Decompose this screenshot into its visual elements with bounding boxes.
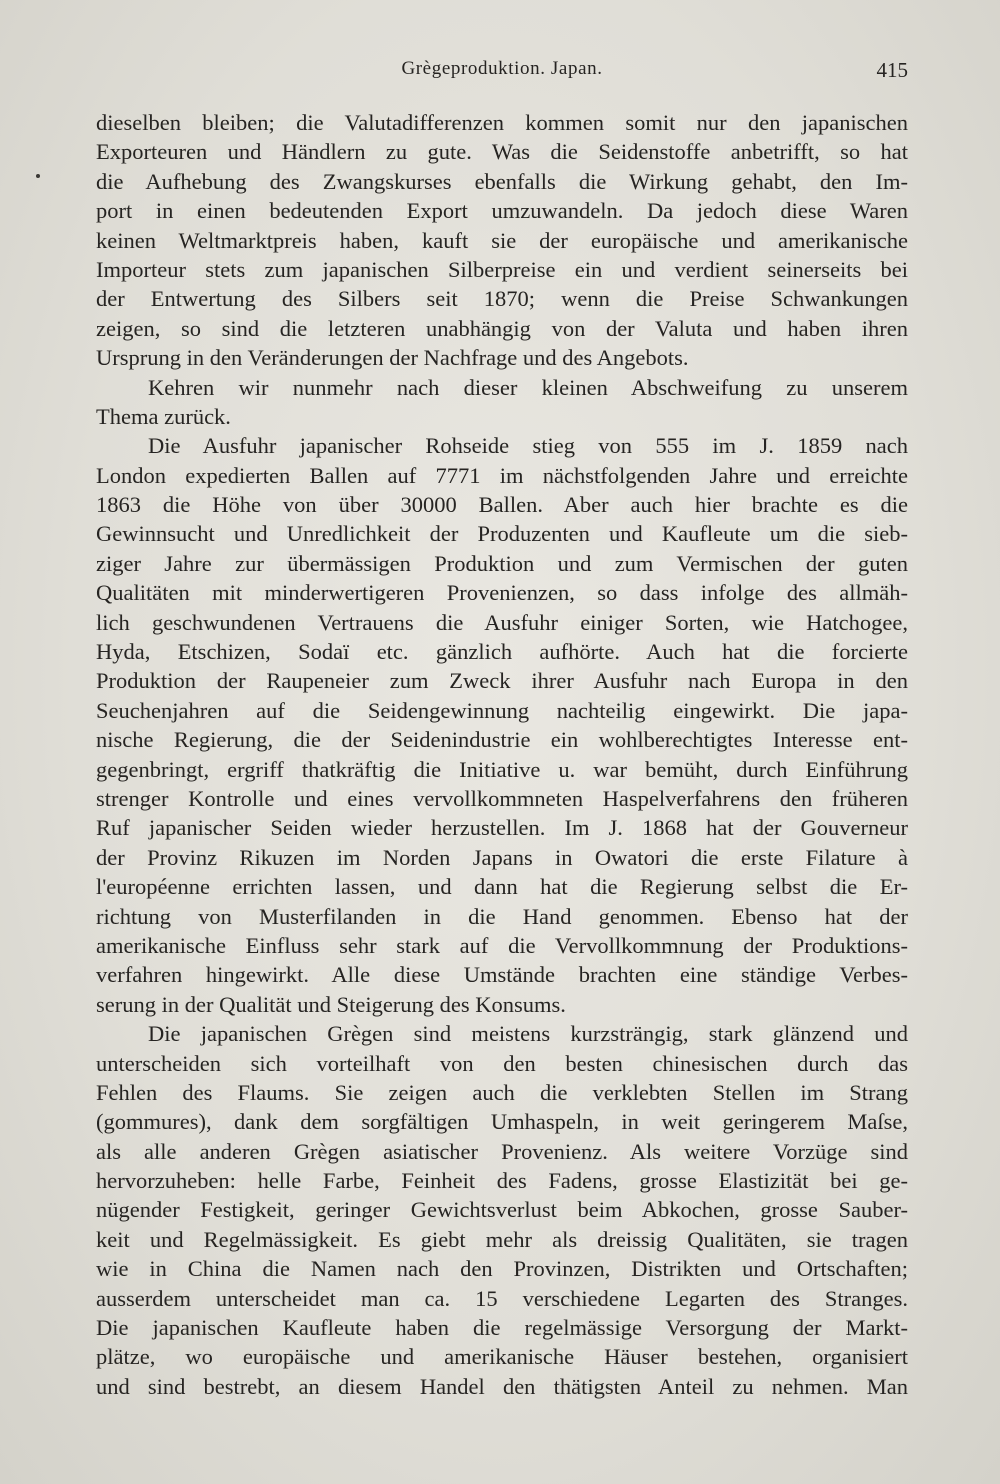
- page-number: 415: [876, 58, 908, 82]
- running-title: Grègeproduktion. Japan.: [401, 58, 603, 79]
- text-line: strenger Kontrolle und eines vervollkommneten Haspelverfahrens den früheren: [96, 785, 908, 811]
- text-line: richtung von Musterfilanden in die Hand genommen. Ebenso hat der: [96, 903, 908, 929]
- paragraph-first-line: Kehren wir nunmehr nach dieser kleinen Abschweifung zu unserem: [148, 374, 908, 400]
- text-line: Gewinnsucht und Unredlichkeit der Produzenten und Kaufleute um die sieb-: [96, 521, 908, 547]
- text-line: zeigen, so sind die letzteren unabhängig von der Valuta und haben ihren: [96, 315, 908, 341]
- text-line: Qualitäten mit minderwertigeren Provenienzen, so dass infolge des allmäh-: [96, 580, 908, 606]
- text-line: wie in China die Namen nach den Provinzen, Distrikten und Ortschaften;: [96, 1256, 908, 1282]
- text-line: 1863 die Höhe von über 30000 Ballen. Aber auch hier brachte es die: [96, 492, 908, 518]
- running-header: [96, 58, 908, 88]
- text-line: amerikanische Einfluss sehr stark auf die Vervollkommnung der Produktions-: [96, 932, 908, 958]
- text-line: Ruf japanischer Seiden wieder herzustellen. Im J. 1868 hat der Gouverneur: [96, 815, 908, 841]
- text-line: keit und Regelmässigkeit. Es giebt mehr als dreissig Qualitäten, sie tragen: [96, 1226, 908, 1252]
- paragraph-end-line: Thema zurück.: [96, 403, 231, 429]
- text-line: als alle anderen Grègen asiatischer Provenienz. Als weitere Vorzüge sind: [96, 1138, 908, 1164]
- text-line: London expedierten Ballen auf 7771 im nächstfolgenden Jahre und erreichte: [96, 462, 908, 488]
- paragraph-end-line: Ursprung in den Veränderungen der Nachfrage und des Angebots.: [96, 345, 689, 371]
- text-line: der Provinz Rikuzen im Norden Japans in Owatori die erste Filature à: [96, 844, 908, 870]
- body-text: [96, 108, 908, 1401]
- text-line: die Aufhebung des Zwangskurses ebenfalls die Wirkung gehabt, den Im-: [96, 168, 908, 194]
- text-line: Exporteuren und Händlern zu gute. Was die Seidenstoffe anbetrifft, so hat: [96, 139, 908, 165]
- text-line: Fehlen des Flaums. Sie zeigen auch die verklebten Stellen im Strang: [96, 1079, 908, 1105]
- text-line: (gommures), dank dem sorgfältigen Umhaspeln, in weit geringerem Maſse,: [96, 1109, 908, 1135]
- text-line: Die japanischen Kaufleute haben die regelmässige Versorgung der Markt-: [96, 1315, 908, 1341]
- text-line: Produktion der Raupeneier zum Zweck ihrer Ausfuhr nach Europa in den: [96, 668, 908, 694]
- text-line: plätze, wo europäische und amerikanische Häuser bestehen, organisiert: [96, 1344, 908, 1370]
- text-line: und sind bestrebt, an diesem Handel den thätigsten Anteil zu nehmen. Man: [96, 1373, 908, 1399]
- text-line: port in einen bedeutenden Export umzuwandeln. Da jedoch diese Waren: [96, 198, 908, 224]
- margin-speck: [36, 174, 40, 178]
- text-line: dieselben bleiben; die Valutadifferenzen kommen somit nur den japanischen: [96, 110, 908, 135]
- paragraph-end-line: serung in der Qualität und Steigerung des Konsums.: [96, 991, 566, 1017]
- text-line: der Entwertung des Silbers seit 1870; wenn die Preise Schwankungen: [96, 286, 908, 312]
- text-line: nügender Festigkeit, geringer Gewichtsverlust beim Abkochen, grosse Sauber-: [96, 1197, 908, 1223]
- text-line: hervorzuheben: helle Farbe, Feinheit des Fadens, grosse Elastizität bei ge-: [96, 1168, 908, 1194]
- text-line: nische Regierung, die der Seidenindustrie ein wohlberechtigtes Interesse ent-: [96, 727, 908, 753]
- text-line: Hyda, Etschizen, Sodaï etc. gänzlich aufhörte. Auch hat die forcierte: [96, 639, 908, 665]
- text-line: verfahren hingewirkt. Alle diese Umstände brachten eine ständige Verbes-: [96, 962, 908, 988]
- text-line: ausserdem unterscheidet man ca. 15 verschiedene Legarten des Stranges.: [96, 1285, 908, 1311]
- text-line: unterscheiden sich vorteilhaft von den besten chinesischen durch das: [96, 1050, 908, 1076]
- text-line: l'européenne errichten lassen, und dann hat die Regierung selbst die Er-: [96, 874, 908, 900]
- paragraph-first-line: Die Ausfuhr japanischer Rohseide stieg von 555 im J. 1859 nach: [148, 433, 908, 459]
- text-line: Seuchenjahren auf die Seidengewinnung nachteilig eingewirkt. Die japa-: [96, 697, 908, 723]
- text-line: ziger Jahre zur übermässigen Produktion und zum Vermischen der guten: [96, 550, 908, 576]
- text-line: keinen Weltmarktpreis haben, kauft sie der europäische und amerikanische: [96, 227, 908, 253]
- paragraph-first-line: Die japanischen Grègen sind meistens kurzsträngig, stark glänzend und: [148, 1021, 908, 1047]
- text-line: lich geschwundenen Vertrauens die Ausfuhr einiger Sorten, wie Hatchogee,: [96, 609, 908, 635]
- text-line: Importeur stets zum japanischen Silberpreise ein und verdient seinerseits bei: [96, 256, 908, 282]
- text-line: gegenbringt, ergriff thatkräftig die Initiative u. war bemüht, durch Einführung: [96, 756, 908, 782]
